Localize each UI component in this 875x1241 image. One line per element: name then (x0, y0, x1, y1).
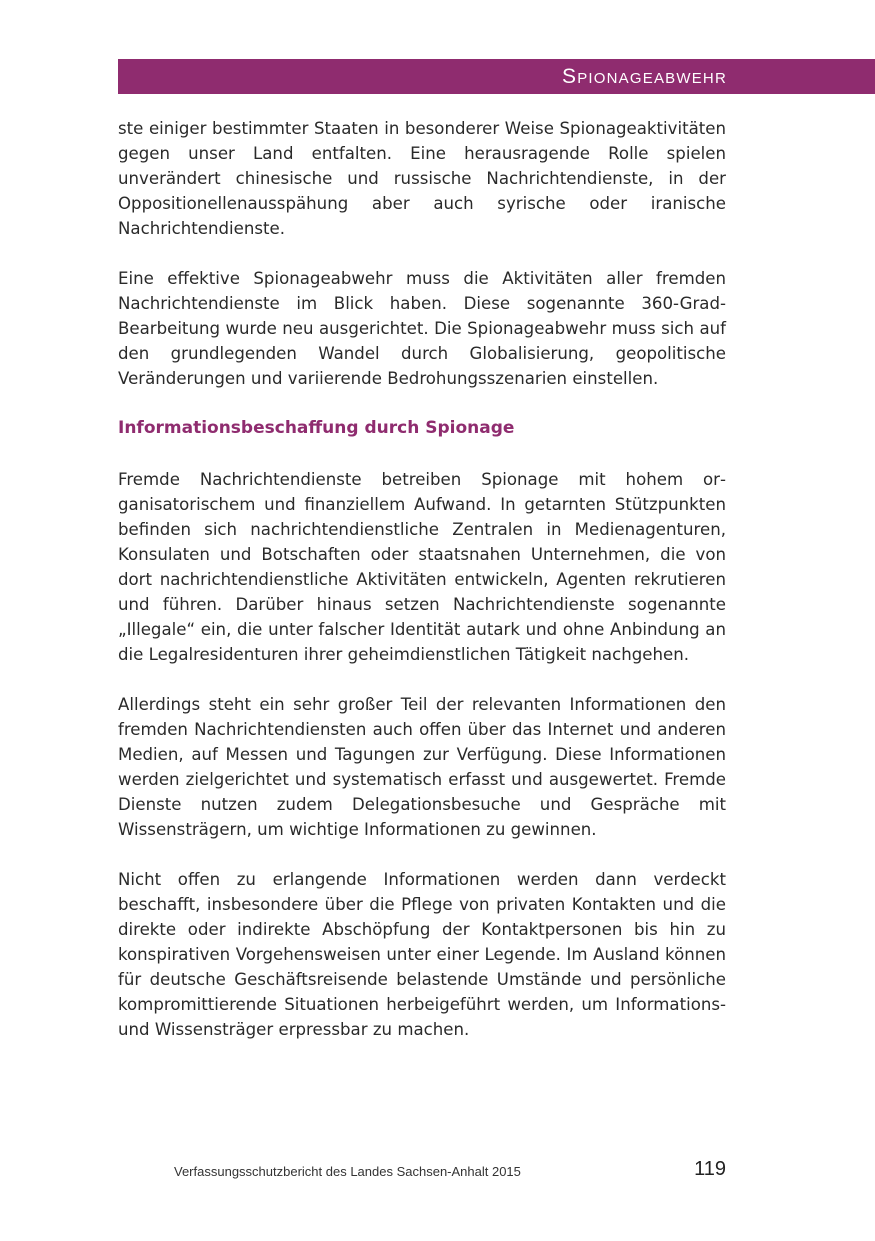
body-paragraph-1: ste einiger bestimmter Staaten in besonderer Weise Spionageaktivitäten gegen unser Land entfalten. Eine herausragende Rolle spielen unverändert chinesische und russische Nachrichtendienste, in der Oppositionellenausspähung aber auch syrische oder iranische Nachrichtendienste. (118, 119, 726, 238)
page-number: 119 (694, 1158, 726, 1180)
body-paragraph-5: Nicht offen zu erlangende Informationen werden dann verdeckt beschafft, insbesondere über die Pflege von privaten Kontakten und die direkte oder indirekte Abschöpfung der Kontaktpersonen bis hin zu konspirativen Vorgehensweisen unter einer Legende. Im Ausland können für deutsche Geschäftsreisende belastende Umstände und persönliche kompromittierende Situationen herbeigeführt werden, um Informations- und Wissensträger erpressbar zu machen. (118, 870, 726, 1039)
body-paragraph-2: Eine effektive Spionageabwehr muss die Aktivitäten aller fremden Nachrichtendienste im Blick haben. Diese sogenannte 360-Grad-Bearbeitung wurde neu ausgerichtet. Die Spionageabwehr muss sich auf den grundlegenden Wandel durch Globalisierung, geopolitische Veränderungen und variierende Bedrohungsszenarien einstellen. (118, 269, 726, 388)
body-paragraph-3: Fremde Nachrichtendienste betreiben Spionage mit hohem organisatorischem und finanziellem Aufwand. In getarnten Stützpunkten befinden sich nachrichtendienstliche Zentralen in Medienagenturen, Konsulaten und Botschaften oder staatsnahen Unternehmen, die von dort nachrichtendienstliche Aktivitäten entwickeln, Agenten rekrutieren und führen. Darüber hinaus setzen Nachrichtendienste sogenannte „Illegale“ ein, die unter falscher Identität autark und ohne Anbindung an die Legalresidenturen ihrer geheimdienstlichen Tätigkeit nachgehen. (118, 470, 726, 664)
subsection-heading: Informationsbeschaffung durch Spionage (118, 418, 515, 438)
body-paragraph-4: Allerdings steht ein sehr großer Teil der relevanten Informationen den fremden Nachrichtendiensten auch offen über das Internet und anderen Medien, auf Messen und Tagungen zur Verfügung. Diese Informationen werden zielgerichtet und systematisch erfasst und ausgewertet. Fremde Dienste nutzen zudem Delegationsbesuche und Gespräche mit Wissensträgern, um wichtige Informationen zu gewinnen. (118, 695, 726, 839)
section-title: Spionageabwehr (562, 65, 727, 88)
page-body (118, 116, 726, 1067)
section-header-band (118, 59, 875, 94)
footer-publication: Verfassungsschutzbericht des Landes Sachsen-Anhalt 2015 (174, 1164, 521, 1179)
